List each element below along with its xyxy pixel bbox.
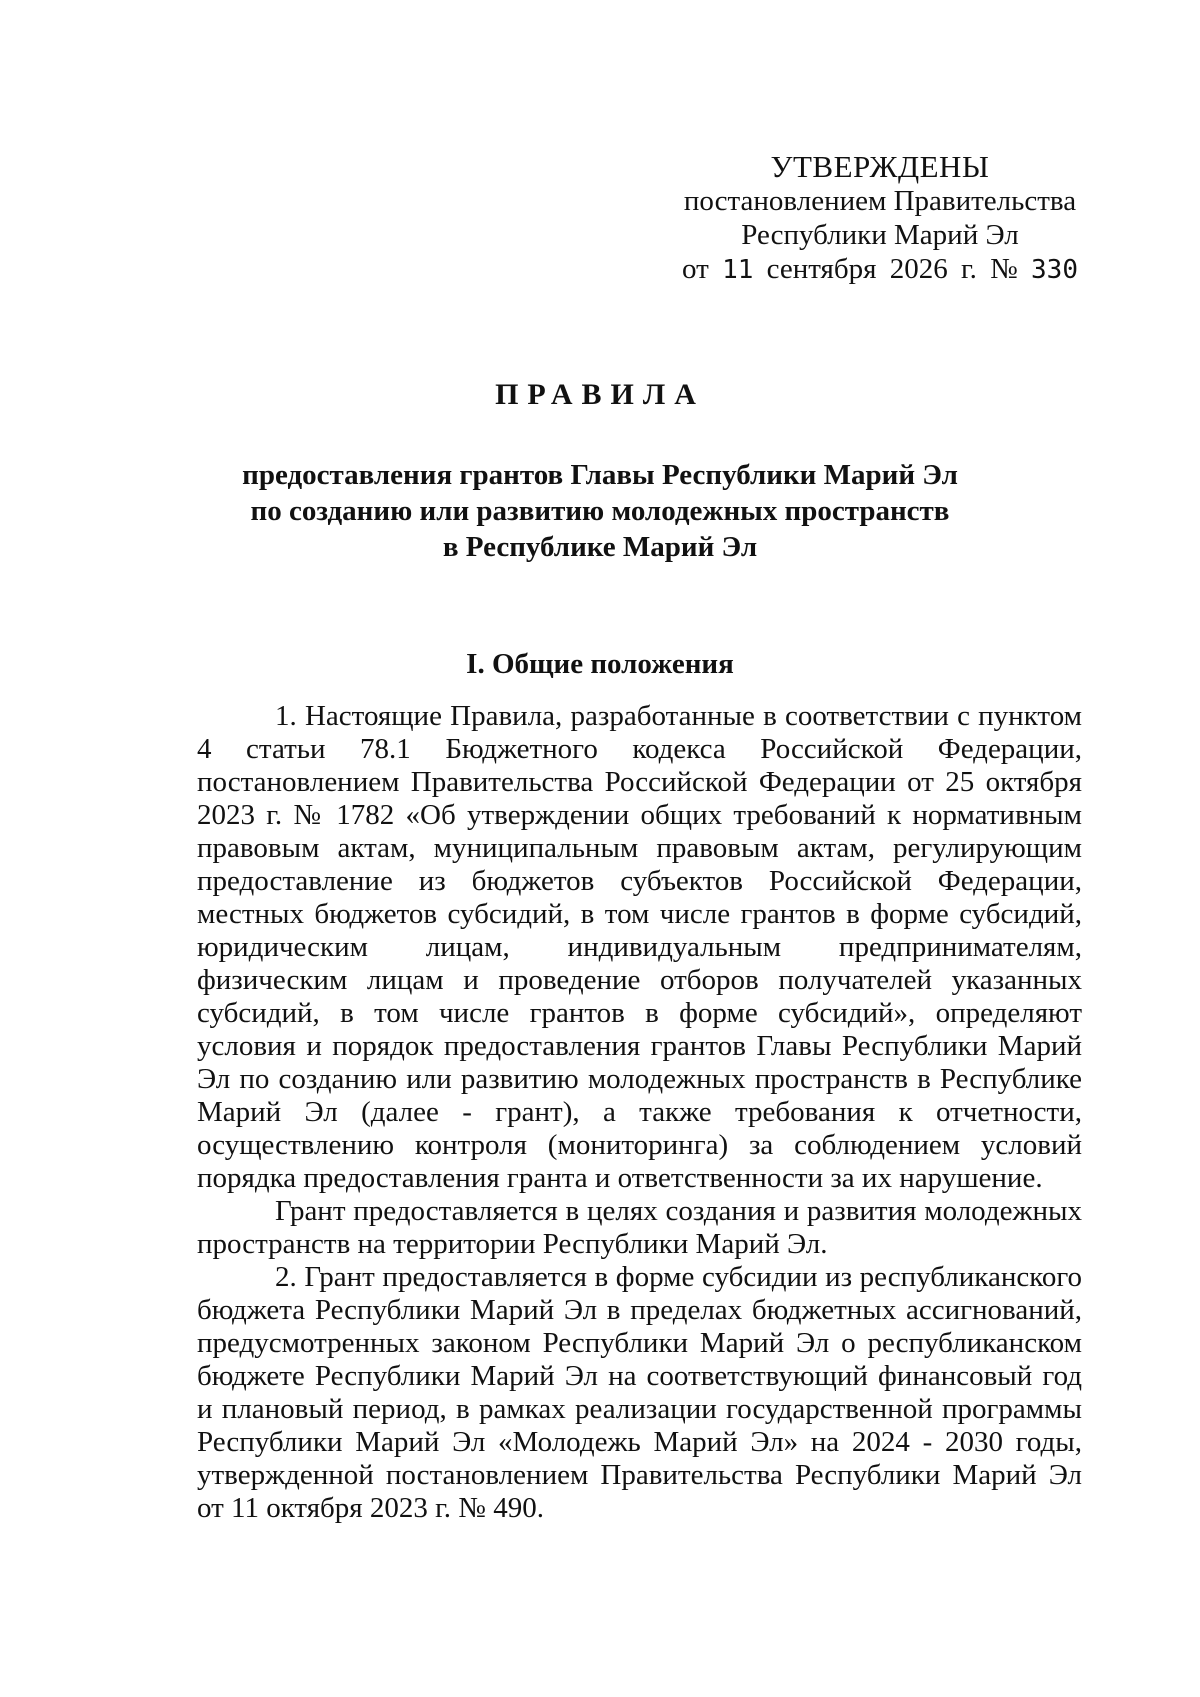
approval-stamp [670,150,1090,287]
document-body [197,700,1082,1525]
approval-day: 11 [722,255,754,285]
approval-date-line [670,252,1090,287]
document-subtitle [0,457,1200,565]
approval-date-prefix: от [682,253,709,285]
subtitle-line-3: в Республике Марий Эл [442,531,758,563]
paragraph-1: 1. Настоящие Правила, разработанные в соответствии с пунктом 4 статьи 78.1 Бюджетного кодекса Российской Федерации, постановлением Правительства Российской Федерации от 25 октября 2023 г. № 1782 «Об утверждении общих требований к нормативным правовым актам, муниципальным правовым актам, регулирующим предоставление из бюджетов субъектов Российской Федерации, местных бюджетов субсидий, в том числе грантов в форме субсидий, юридическим лицам, индивидуальным предпринимателям, физическим лицам и проведение отборов получателей указанных субсидий, в том числе грантов в форме субсидий», определяют условия и порядок предоставления грантов Главы Республики Марий Эл по созданию или развитию молодежных пространств в Республике Марий Эл (далее - грант), а также требования к отчетности, осуществлению контроля (мониторинга) за соблюдением условий порядка предоставления гранта и ответственности за их нарушение. [197,700,1082,1194]
subtitle-line-1: предоставления грантов Главы Республики Марий Эл [242,459,958,491]
subtitle-line-2: по созданию или развитию молодежных пространств [250,495,950,527]
approval-month-year: сентября 2026 г. № [766,253,1018,285]
approval-number: 330 [1031,255,1078,285]
paragraph-2: Грант предоставляется в целях создания и развития молодежных пространств на территории Республики Марий Эл. [197,1195,1082,1260]
approval-heading: УТВЕРЖДЕНЫ [770,149,990,184]
section-title: I. Общие положения [466,648,734,680]
paragraph-3: 2. Грант предоставляется в форме субсидии из республиканского бюджета Республики Марий Эл в пределах бюджетных ассигнований, предусмотренных законом Республики Марий Эл о республиканском бюджете Республики Марий Эл на соответствующий финансовый год и плановый период, в рамках реализации государственной программы Республики Марий Эл «Молодежь Марий Эл» на 2024 - 2030 годы, утвержденной постановлением Правительства Республики Марий Эл от 11 октября 2023 г. № 490. [197,1261,1082,1524]
document-title: ПРАВИЛА [495,378,705,411]
approval-line-2: Республики Марий Эл [741,219,1019,251]
approval-line-1: постановлением Правительства [683,185,1077,217]
